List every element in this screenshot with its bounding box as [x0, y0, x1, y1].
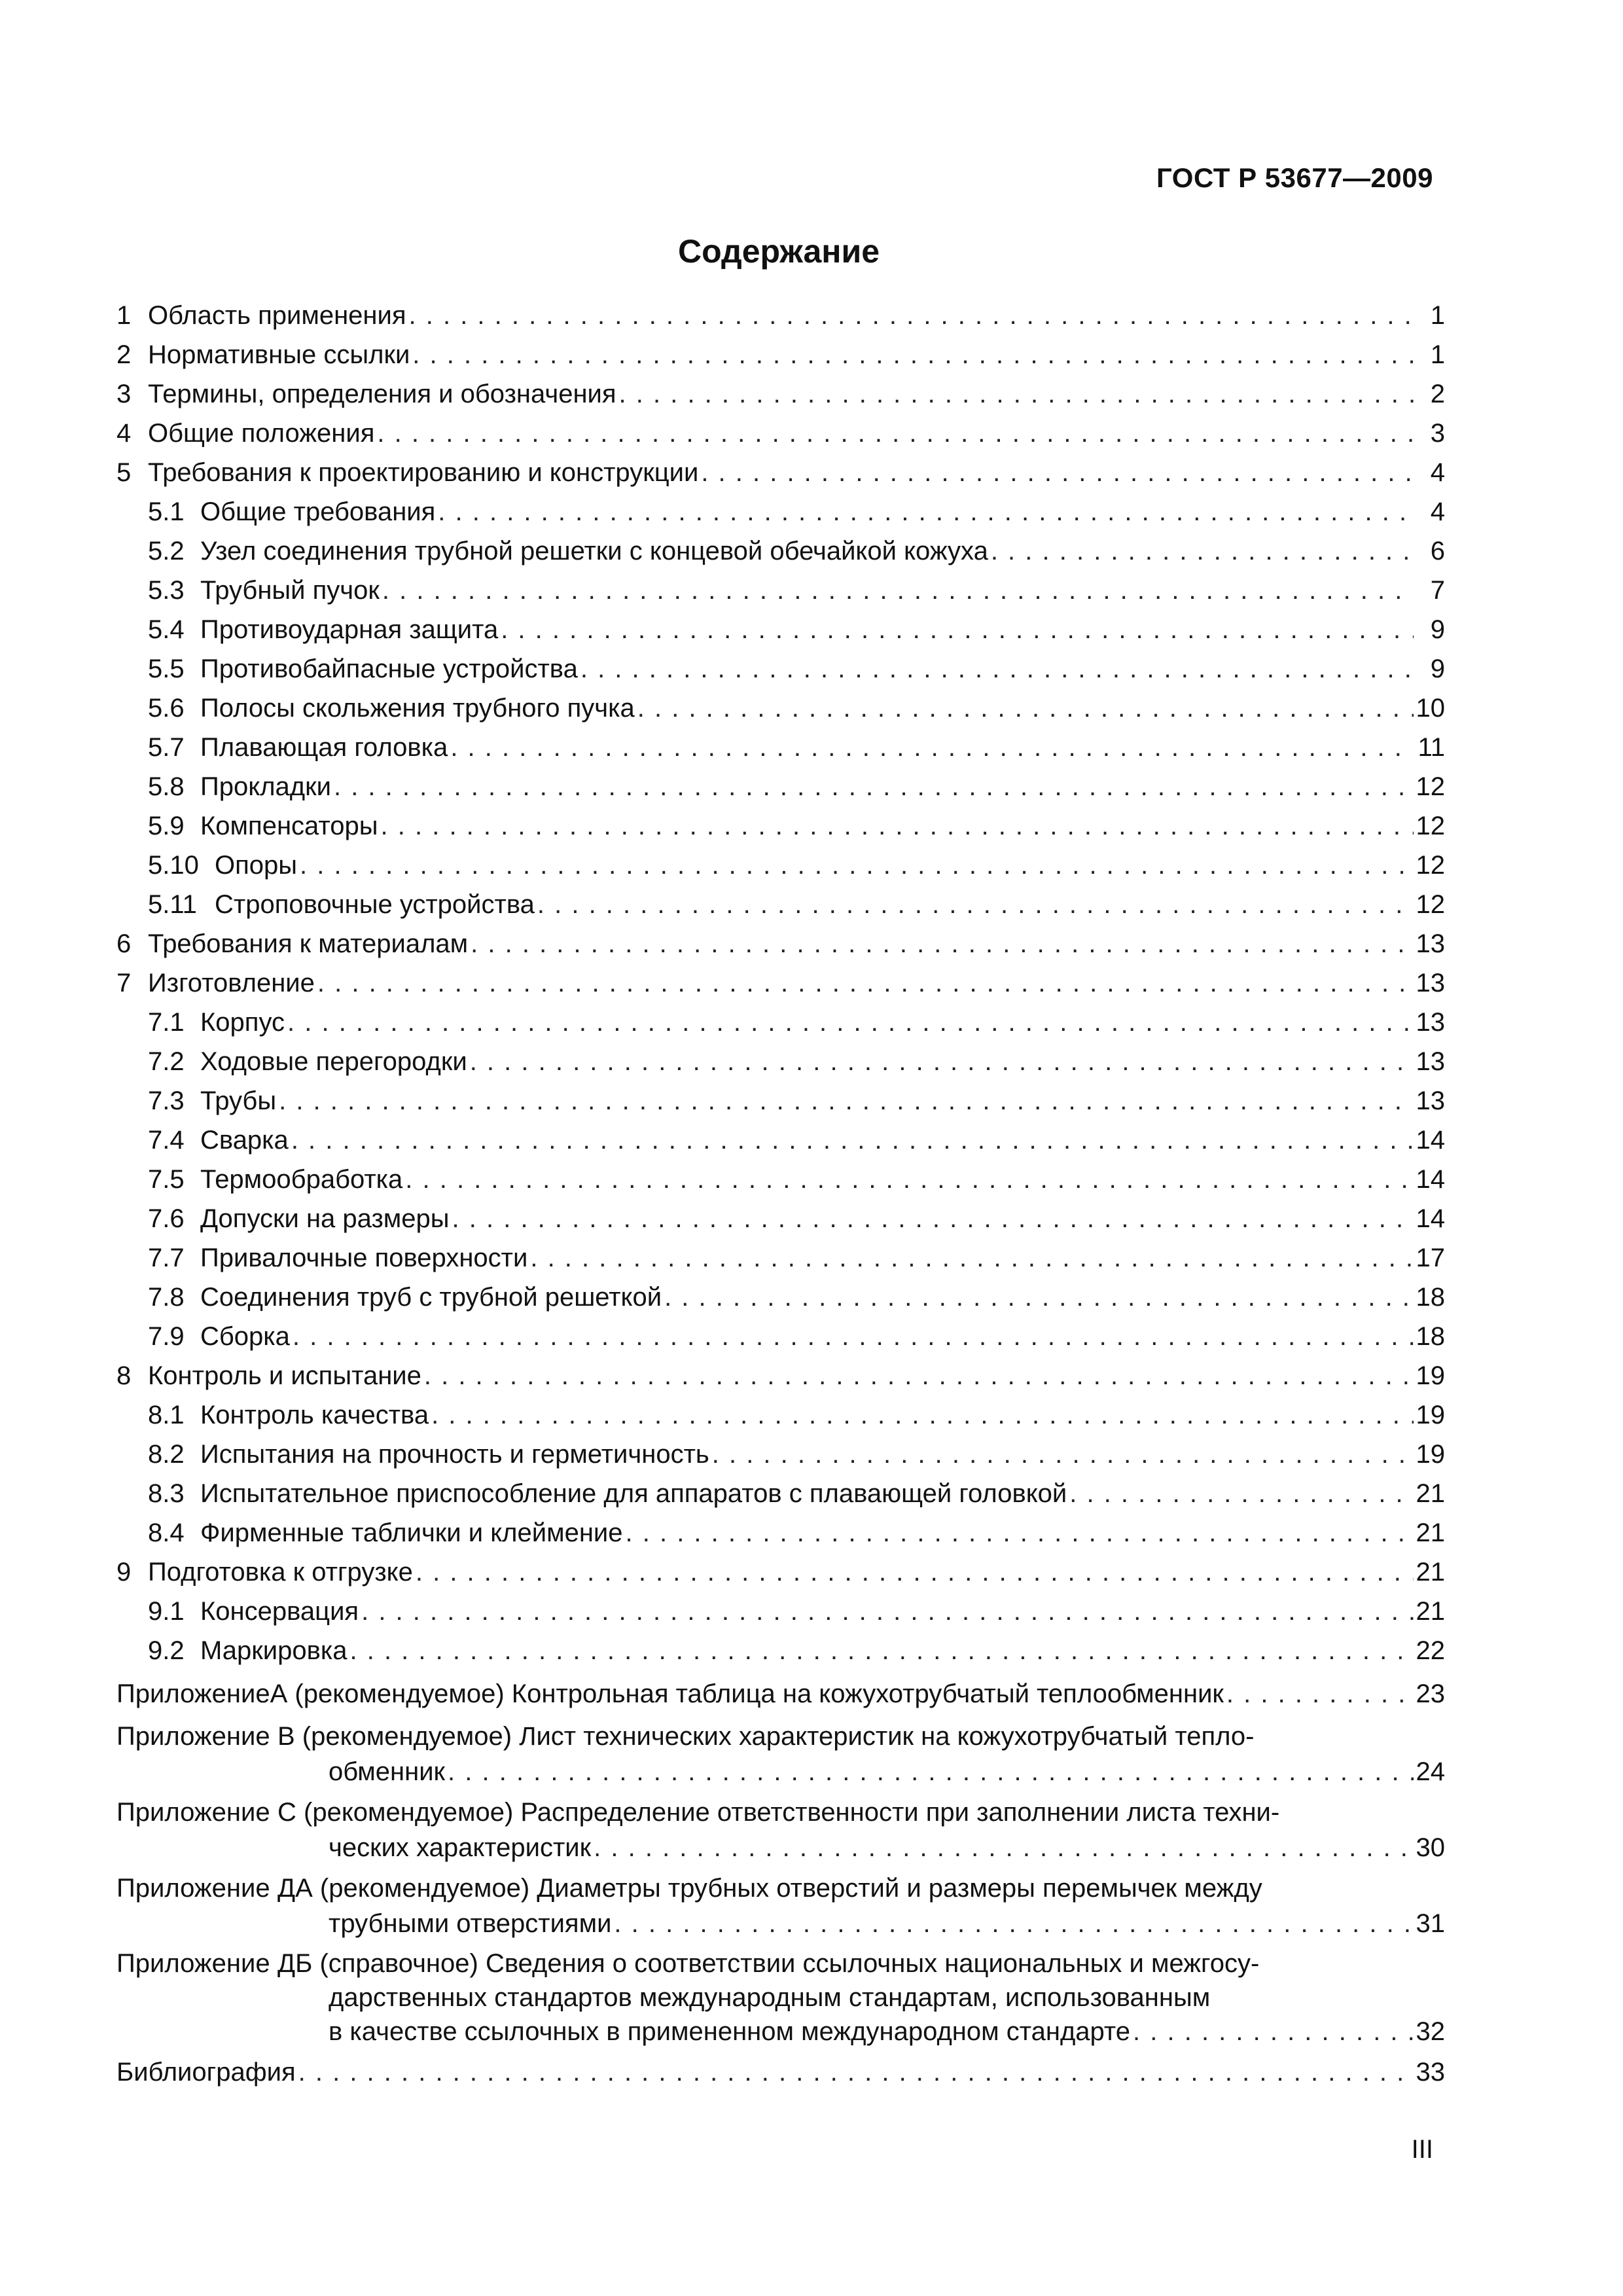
toc-entry-label: Прокладки [200, 772, 331, 801]
toc-entry-page: 31 [1416, 1909, 1445, 1938]
toc-subentry[interactable] [116, 1435, 1445, 1474]
dot-leader [416, 1552, 1414, 1592]
toc-entry-label: Подготовка к отгрузке [148, 1558, 413, 1587]
toc-entry-number: 5.4 [148, 615, 185, 644]
toc-appendix-a[interactable] [116, 1674, 1445, 1713]
toc-entry-number: 3 [116, 380, 132, 408]
toc-entry-number: 5.3 [148, 576, 185, 605]
toc-entry-label: Контроль и испытание [148, 1361, 421, 1390]
toc-entry-page: 4 [1430, 497, 1445, 526]
toc-entry-page: 12 [1416, 812, 1445, 840]
toc-subentry[interactable] [116, 767, 1445, 806]
toc-entry-label: Сварка [200, 1126, 289, 1155]
toc-entry-page: 12 [1416, 772, 1445, 801]
toc-appendix-c[interactable] [116, 1795, 1445, 1865]
toc-entry-number: 7.8 [148, 1283, 185, 1312]
toc-entry-page: 11 [1418, 733, 1445, 762]
toc-entry-label: Трубный пучок [200, 576, 380, 605]
appendix-title: ДА (рекомендуемое) Диаметры трубных отверстий и размеры перемычек между [277, 1874, 1262, 1903]
toc-subentry[interactable] [116, 728, 1445, 767]
toc-entry-number: 7.5 [148, 1165, 185, 1194]
toc-entry-label: Противобайпасные устройства [200, 655, 578, 683]
dot-leader [298, 2053, 1414, 2092]
toc-entry-page: 6 [1430, 537, 1445, 565]
toc-appendix-da[interactable] [116, 1871, 1445, 1941]
dot-leader [293, 1317, 1414, 1356]
table-of-contents [116, 296, 1445, 2092]
toc-entry[interactable] [116, 1356, 1445, 1395]
toc-entry-label: Испытания на прочность и герметичность [200, 1440, 709, 1469]
dot-leader [448, 1754, 1413, 1789]
toc-entry-number: 7.9 [148, 1322, 185, 1351]
toc-entry-label: Привалочные поверхности [200, 1244, 528, 1272]
appendix-title-continued: обменник [329, 1757, 446, 1786]
toc-entry-number: 8.2 [148, 1440, 185, 1469]
toc-entry-label: Область применения [148, 301, 406, 330]
appendix-title-continued: в качестве ссылочных в примененном международном стандарте [329, 2017, 1131, 2046]
dot-leader [991, 531, 1414, 571]
appendix-title: С (рекомендуемое) Распределение ответственности при заполнении листа техни- [277, 1798, 1280, 1827]
toc-entry-page: 13 [1416, 1008, 1445, 1037]
toc-entry[interactable] [116, 414, 1445, 453]
toc-entry-page: 13 [1416, 1047, 1445, 1076]
dot-leader [530, 1238, 1413, 1278]
toc-entry-label: Полосы скольжения трубного пучка [200, 694, 635, 723]
toc-entry[interactable] [116, 963, 1445, 1003]
dot-leader [291, 1121, 1414, 1160]
toc-entry-number: 7.6 [148, 1204, 185, 1233]
dot-leader [381, 806, 1414, 846]
toc-entry-label: Фирменные таблички и клеймение [200, 1518, 623, 1547]
toc-subentry[interactable] [116, 1042, 1445, 1081]
toc-entry-page: 13 [1416, 969, 1445, 997]
dot-leader [452, 1199, 1414, 1238]
toc-entry-number: 5.11 [148, 890, 197, 919]
dot-leader [537, 885, 1414, 924]
toc-entry-label: Изготовление [148, 969, 315, 997]
toc-subentry[interactable] [116, 1317, 1445, 1356]
toc-entry-page: 21 [1416, 1518, 1445, 1547]
toc-entry-page: 3 [1430, 419, 1445, 448]
dot-leader [637, 689, 1414, 728]
toc-entry-number: 5.7 [148, 733, 185, 762]
dot-leader [334, 767, 1414, 806]
toc-entry-page: 1 [1430, 301, 1445, 330]
toc-subentry[interactable] [116, 610, 1445, 649]
toc-entry-number: 7.1 [148, 1008, 185, 1037]
toc-entry-page: 13 [1416, 1086, 1445, 1115]
toc-entry-label: Испытательное приспособление для аппаратов с плавающей головкой [200, 1479, 1067, 1508]
dot-leader [424, 1356, 1414, 1395]
toc-entry-page: 21 [1416, 1597, 1445, 1626]
toc-entry[interactable] [116, 296, 1445, 335]
toc-entry-number: 9.1 [148, 1597, 185, 1626]
dot-leader [471, 924, 1413, 963]
dot-leader [349, 1631, 1413, 1670]
toc-subentry[interactable] [116, 1631, 1445, 1670]
toc-appendix-b[interactable] [116, 1719, 1445, 1789]
toc-entry-label: Общие положения [148, 419, 375, 448]
appendix-title-continued: ческих характеристик [329, 1833, 592, 1862]
toc-entry-label: Строповочные устройства [215, 890, 535, 919]
appendix-head: Приложение [116, 1798, 270, 1827]
toc-entry-page: 14 [1416, 1126, 1445, 1155]
dot-leader [279, 1081, 1413, 1121]
toc-entry-label: Корпус [200, 1008, 285, 1037]
toc-entry-number: 5.5 [148, 655, 185, 683]
toc-entry-page: 23 [1416, 1679, 1445, 1708]
toc-entry-label: Библиография [116, 2058, 296, 2087]
toc-entry-page: 32 [1416, 2017, 1445, 2046]
toc-entry-label: Маркировка [200, 1636, 348, 1665]
toc-entry-number: 8.3 [148, 1479, 185, 1508]
toc-entry[interactable] [116, 335, 1445, 374]
toc-entry-number: 8.1 [148, 1401, 185, 1429]
toc-entry-page: 1 [1430, 340, 1445, 369]
toc-entry-page: 14 [1416, 1165, 1445, 1194]
dot-leader [287, 1003, 1413, 1042]
toc-subentry[interactable] [116, 1199, 1445, 1238]
appendix-head: Приложение [116, 1679, 270, 1708]
toc-entry-page: 12 [1416, 851, 1445, 880]
toc-entry-page: 30 [1416, 1833, 1445, 1862]
dot-leader [626, 1513, 1414, 1552]
dot-leader [431, 1395, 1413, 1435]
toc-entry-label: Требования к проектированию и конструкции [148, 458, 699, 487]
toc-entry-number: 8.4 [148, 1518, 185, 1547]
toc-entry-label: Противоударная защита [200, 615, 499, 644]
toc-entry-number: 5.8 [148, 772, 185, 801]
toc-entry-number: 7.3 [148, 1086, 185, 1115]
toc-entry-label: Плавающая головка [200, 733, 448, 762]
toc-entry-label: Опоры [215, 851, 298, 880]
toc-entry[interactable] [116, 924, 1445, 963]
dot-leader [450, 728, 1414, 767]
dot-leader [701, 453, 1414, 492]
dot-leader [377, 414, 1414, 453]
toc-entry-number: 5.10 [148, 851, 199, 880]
appendix-head: Приложение [116, 1722, 270, 1751]
toc-subentry[interactable] [116, 1081, 1445, 1121]
appendix-title-continued: трубными отверстиями [329, 1909, 612, 1938]
toc-entry-page: 17 [1416, 1244, 1445, 1272]
toc-entry-label: Ходовые перегородки [200, 1047, 467, 1076]
dot-leader [317, 963, 1414, 1003]
toc-subentry[interactable] [116, 1238, 1445, 1278]
toc-entry-number: 5.1 [148, 497, 185, 526]
toc-subentry[interactable] [116, 1278, 1445, 1317]
toc-entry-number: 4 [116, 419, 132, 448]
dot-leader [619, 374, 1414, 414]
toc-appendix-db[interactable] [116, 1946, 1445, 2049]
toc-entry-label: Сборка [200, 1322, 290, 1351]
page-title: Содержание [677, 233, 880, 270]
toc-entry-number: 1 [116, 301, 132, 330]
toc-entry-number: 7.7 [148, 1244, 185, 1272]
toc-entry-number: 8 [116, 1361, 132, 1390]
toc-entry-label: Трубы [200, 1086, 277, 1115]
toc-subentry[interactable] [116, 846, 1445, 885]
appendix-title: ДБ (справочное) Сведения о соответствии ссылочных национальных и межгосу- [277, 1949, 1260, 1978]
appendix-head: Приложение [116, 1874, 270, 1903]
toc-entry-number: 9 [116, 1558, 132, 1587]
toc-entry-label: Допуски на размеры [200, 1204, 450, 1233]
toc-entry-page: 12 [1416, 890, 1445, 919]
toc-subentry[interactable] [116, 1513, 1445, 1552]
dot-leader [1226, 1674, 1414, 1713]
toc-subentry[interactable] [116, 1395, 1445, 1435]
appendix-title-continued: дарственных стандартов международным стандартам, использованным [329, 1983, 1211, 2012]
toc-entry-number: 6 [116, 929, 132, 958]
toc-subentry[interactable] [116, 531, 1445, 571]
dot-leader [361, 1592, 1413, 1631]
toc-entry-label: Узел соединения трубной решетки с концевой обечайкой кожуха [200, 537, 988, 565]
dot-leader [501, 610, 1414, 649]
dot-leader [580, 649, 1414, 689]
toc-entry-page: 10 [1416, 694, 1445, 723]
dot-leader [409, 296, 1414, 335]
toc-entry-label: Требования к материалам [148, 929, 469, 958]
toc-entry-page: 19 [1416, 1361, 1445, 1390]
dot-leader [470, 1042, 1414, 1081]
dot-leader [594, 1830, 1413, 1865]
toc-entry-page: 18 [1416, 1322, 1445, 1351]
toc-entry-page: 21 [1416, 1558, 1445, 1587]
dot-leader [664, 1278, 1413, 1317]
dot-leader [712, 1435, 1414, 1474]
toc-subentry[interactable] [116, 1474, 1445, 1513]
toc-entry-label: Термообработка [200, 1165, 403, 1194]
toc-entry-page: 14 [1416, 1204, 1445, 1233]
toc-entry-page: 19 [1416, 1401, 1445, 1429]
toc-entry-number: 9.2 [148, 1636, 185, 1665]
toc-subentry[interactable] [116, 689, 1445, 728]
toc-entry-page: 18 [1416, 1283, 1445, 1312]
toc-entry-number: 7.2 [148, 1047, 185, 1076]
toc-bibliography[interactable] [116, 2053, 1445, 2092]
toc-entry-number: 5.9 [148, 812, 185, 840]
toc-entry-page: 24 [1416, 1757, 1445, 1786]
toc-entry-number: 2 [116, 340, 132, 369]
toc-entry-number: 7 [116, 969, 132, 997]
toc-entry-page: 21 [1416, 1479, 1445, 1508]
toc-subentry[interactable] [116, 492, 1445, 531]
toc-entry-page: 13 [1416, 929, 1445, 958]
toc-entry-label: Термины, определения и обозначения [148, 380, 616, 408]
toc-entry-label: Консервация [200, 1597, 359, 1626]
toc-entry-label: Контроль качества [200, 1401, 429, 1429]
toc-entry-number: 5.6 [148, 694, 185, 723]
toc-entry-page: 22 [1416, 1636, 1445, 1665]
dot-leader [382, 571, 1414, 610]
toc-entry-page: 19 [1416, 1440, 1445, 1469]
toc-entry-page: 4 [1430, 458, 1445, 487]
toc-entry-label: Соединения труб с трубной решеткой [200, 1283, 662, 1312]
page-folio: III [1411, 2135, 1433, 2164]
toc-subentry[interactable] [116, 1003, 1445, 1042]
toc-subentry[interactable] [116, 806, 1445, 846]
toc-entry-number: 7.4 [148, 1126, 185, 1155]
toc-entry-number: 5 [116, 458, 132, 487]
toc-entry-page: 7 [1430, 576, 1445, 605]
toc-entry[interactable] [116, 1552, 1445, 1592]
toc-entry[interactable] [116, 453, 1445, 492]
toc-subentry[interactable] [116, 885, 1445, 924]
dot-leader [300, 846, 1413, 885]
toc-entry[interactable] [116, 374, 1445, 414]
toc-entry-page: 9 [1430, 655, 1445, 683]
toc-subentry[interactable] [116, 649, 1445, 689]
toc-entry-label: Нормативные ссылки [148, 340, 410, 369]
dot-leader [412, 335, 1414, 374]
toc-subentry[interactable] [116, 571, 1445, 610]
dot-leader [405, 1160, 1413, 1199]
dot-leader [1133, 2015, 1413, 2049]
toc-entry-label: Компенсаторы [200, 812, 378, 840]
toc-subentry[interactable] [116, 1160, 1445, 1199]
toc-entry-page: 9 [1430, 615, 1445, 644]
toc-entry-label: Общие требования [200, 497, 436, 526]
appendix-title: В (рекомендуемое) Лист технических характеристик на кожухотрубчатый тепло- [277, 1722, 1255, 1751]
toc-entry-number: 5.2 [148, 537, 185, 565]
dot-leader [1069, 1474, 1413, 1513]
toc-entry-page: 33 [1416, 2058, 1445, 2087]
appendix-title: А (рекомендуемое) Контрольная таблица на кожухотрубчатый теплообменник [270, 1679, 1224, 1708]
dot-leader [614, 1906, 1413, 1941]
toc-subentry[interactable] [116, 1121, 1445, 1160]
document-code: ГОСТ Р 53677—2009 [1156, 162, 1433, 193]
dot-leader [438, 492, 1414, 531]
appendix-head: Приложение [116, 1949, 270, 1978]
toc-subentry[interactable] [116, 1592, 1445, 1631]
toc-entry-page: 2 [1430, 380, 1445, 408]
